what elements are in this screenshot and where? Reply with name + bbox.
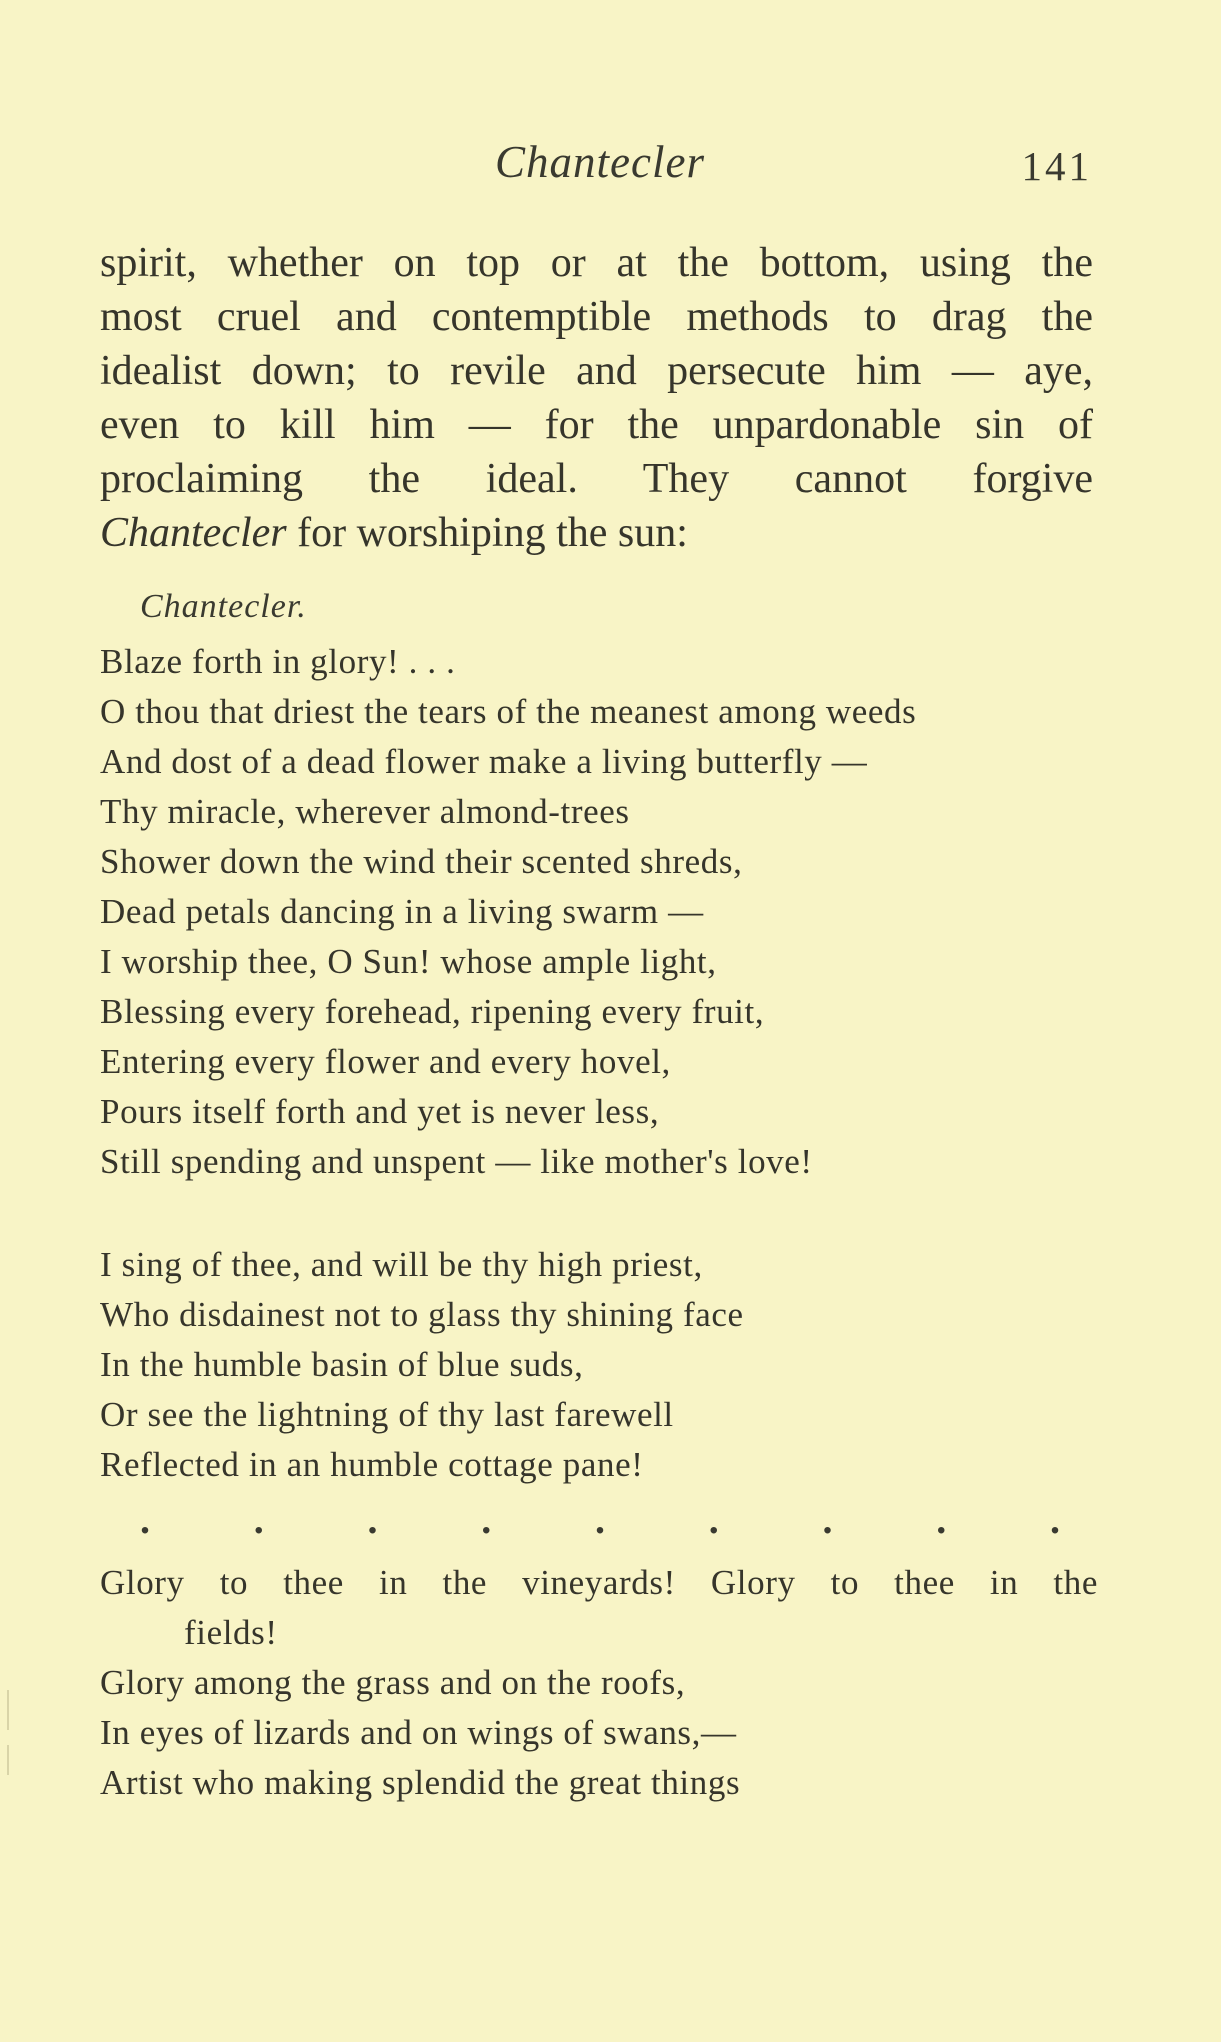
- ellipsis-dots: [140, 1497, 1060, 1542]
- verse-line: Blessing every forehead, ripening every fruit,: [100, 992, 765, 1031]
- ellipsis-dot: .: [253, 1497, 264, 1542]
- verse-line: I worship thee, O Sun! whose ample light,: [100, 942, 717, 981]
- verse-line: Glory among the grass and on the roofs,: [100, 1663, 686, 1702]
- italic-title: Chantecler: [100, 510, 287, 556]
- verse-line: And dost of a dead flower make a living butterfly —: [100, 742, 868, 781]
- page-header: [100, 136, 1100, 196]
- stanza-2: [100, 1240, 1100, 1490]
- prose-line-last: [100, 506, 1093, 560]
- verse-line: Entering every flower and every hovel,: [100, 1042, 671, 1081]
- verse-line-continuation: fields!: [184, 1613, 278, 1652]
- verse-line: In eyes of lizards and on wings of swans,—: [100, 1713, 737, 1752]
- running-title: Chantecler: [495, 137, 705, 187]
- prose-line-tail: for worshiping the sun:: [286, 510, 688, 556]
- prose-line: even to kill him — for the unpardonable sin of: [100, 402, 1093, 448]
- ellipsis-dot: .: [367, 1497, 378, 1542]
- ellipsis-dot: .: [936, 1497, 947, 1542]
- verse-line: Or see the lightning of thy last farewell: [100, 1395, 674, 1434]
- verse-line: Reflected in an humble cottage pane!: [100, 1445, 644, 1484]
- ellipsis-dot: .: [822, 1497, 833, 1542]
- stanza-3: [100, 1558, 1100, 1808]
- verse-line: Pours itself forth and yet is never less,: [100, 1092, 660, 1131]
- ellipsis-dot: .: [140, 1497, 150, 1542]
- ellipsis-dot: .: [595, 1497, 605, 1542]
- page-number: 141: [1021, 143, 1092, 189]
- speaker-name: Chantecler.: [140, 588, 307, 625]
- prose-line: idealist down; to revile and persecute him — aye,: [100, 348, 1093, 394]
- prose-paragraph: [100, 236, 1093, 560]
- paper-speck: [7, 1745, 9, 1775]
- verse-line: Dead petals dancing in a living swarm —: [100, 892, 704, 931]
- verse-line: I sing of thee, and will be thy high priest,: [100, 1245, 703, 1284]
- stanza-1: [100, 637, 1100, 1187]
- paper-speck: [7, 1690, 9, 1730]
- verse-line: Shower down the wind their scented shreds,: [100, 842, 743, 881]
- prose-line: proclaiming the ideal. They cannot forgive: [100, 456, 1093, 502]
- ellipsis-dot: .: [708, 1497, 719, 1542]
- verse-line: In the humble basin of blue suds,: [100, 1345, 584, 1384]
- verse-line: Artist who making splendid the great things: [100, 1763, 741, 1802]
- verse-line: Glory to thee in the vineyards! Glory to thee in the: [100, 1563, 1098, 1602]
- verse-line: O thou that driest the tears of the meanest among weeds: [100, 692, 917, 731]
- verse-line: Thy miracle, wherever almond-trees: [100, 792, 630, 831]
- verse-line: Who disdainest not to glass thy shining face: [100, 1295, 744, 1334]
- verse-line: Blaze forth in glory! . . .: [100, 642, 456, 681]
- prose-line: most cruel and contemptible methods to drag the: [100, 294, 1093, 340]
- verse-line: Still spending and unspent — like mother's love!: [100, 1142, 813, 1181]
- ellipsis-dot: .: [1050, 1497, 1060, 1542]
- prose-line: spirit, whether on top or at the bottom, using the: [100, 240, 1093, 286]
- ellipsis-dot: .: [481, 1497, 492, 1542]
